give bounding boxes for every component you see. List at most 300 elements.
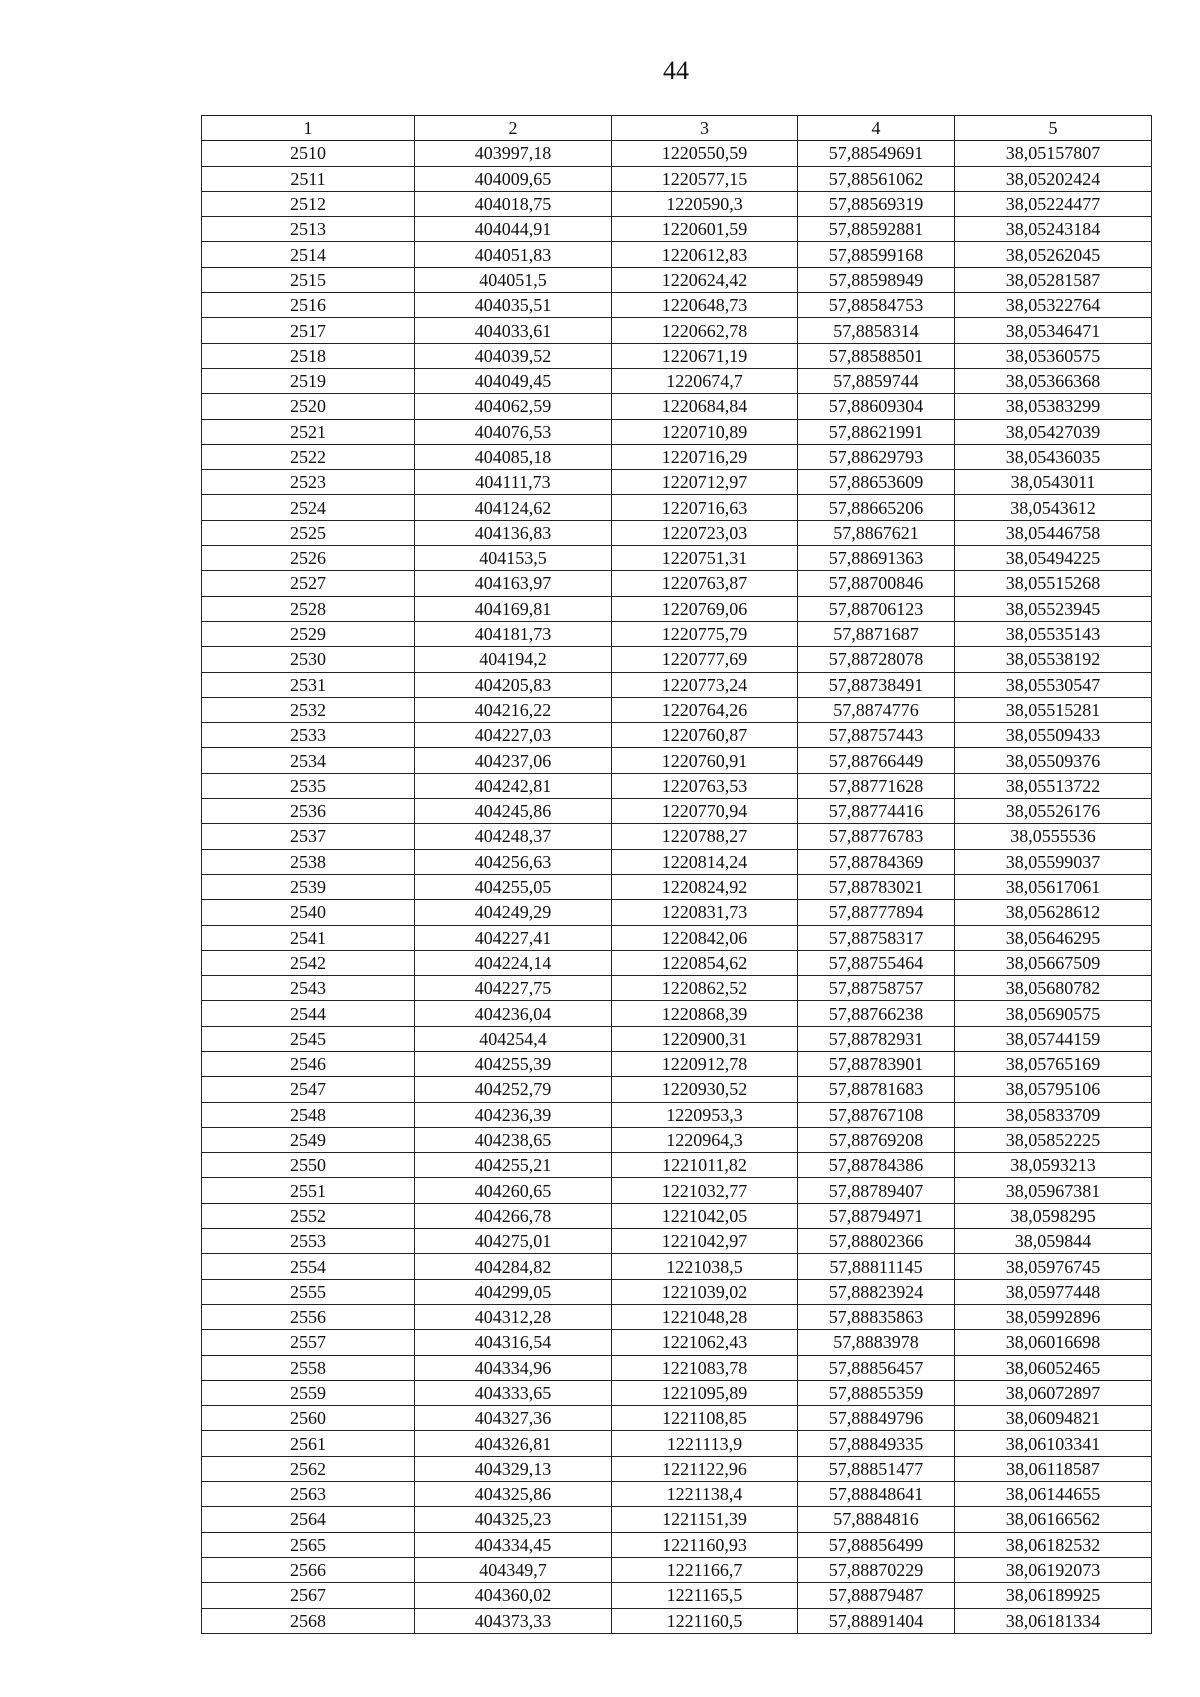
table-cell: 2556 [202,1304,415,1329]
table-cell: 38,05535143 [955,621,1152,646]
table-cell: 38,05765169 [955,1051,1152,1076]
table-cell: 57,88849335 [798,1431,955,1456]
table-cell: 57,88784386 [798,1153,955,1178]
table-cell: 404248,37 [415,824,612,849]
table-cell: 57,8883978 [798,1330,955,1355]
table-cell: 57,88851477 [798,1456,955,1481]
table-cell: 1220763,53 [612,773,798,798]
table-cell: 38,06072897 [955,1380,1152,1405]
table-cell: 2529 [202,621,415,646]
table-row [202,672,1152,697]
table-row [202,1178,1152,1203]
table-cell: 38,0543612 [955,495,1152,520]
table-cell: 2547 [202,1077,415,1102]
table-cell: 404224,14 [415,950,612,975]
table-cell: 38,05262045 [955,242,1152,267]
table-cell: 1221165,5 [612,1583,798,1608]
table-cell: 404252,79 [415,1077,612,1102]
table-cell: 1220862,52 [612,976,798,1001]
table-row [202,1557,1152,1582]
table-cell: 2524 [202,495,415,520]
table-cell: 2559 [202,1380,415,1405]
table-cell: 2528 [202,596,415,621]
table-cell: 38,06144655 [955,1482,1152,1507]
table-row [202,773,1152,798]
table-cell: 2510 [202,141,415,166]
table-row [202,1001,1152,1026]
table-cell: 38,05427039 [955,419,1152,444]
table-cell: 404327,36 [415,1406,612,1431]
table-cell: 38,05967381 [955,1178,1152,1203]
table-row [202,647,1152,672]
table-row [202,368,1152,393]
table-cell: 2520 [202,394,415,419]
table-row [202,1304,1152,1329]
table-row [202,1102,1152,1127]
table-row [202,1507,1152,1532]
table-cell: 404237,06 [415,748,612,773]
table-cell: 38,06094821 [955,1406,1152,1431]
table-row [202,267,1152,292]
table-cell: 38,05617061 [955,874,1152,899]
table-cell: 1220550,59 [612,141,798,166]
table-cell: 404051,5 [415,267,612,292]
table-cell: 404194,2 [415,647,612,672]
table-cell: 38,05690575 [955,1001,1152,1026]
table-cell: 2536 [202,799,415,824]
table-cell: 38,05281587 [955,267,1152,292]
table-cell: 1221113,9 [612,1431,798,1456]
table-cell: 2535 [202,773,415,798]
table-cell: 38,05157807 [955,141,1152,166]
table-cell: 404009,65 [415,166,612,191]
table-cell: 1221122,96 [612,1456,798,1481]
table-cell: 1220662,78 [612,318,798,343]
table-cell: 1220760,91 [612,748,798,773]
table-cell: 1221138,4 [612,1482,798,1507]
table-cell: 404326,81 [415,1431,612,1456]
table-cell: 57,88653609 [798,470,955,495]
table-cell: 1221166,7 [612,1557,798,1582]
table-cell: 57,88870229 [798,1557,955,1582]
table-row [202,1203,1152,1228]
table-body [202,141,1152,1634]
table-row [202,495,1152,520]
table-cell: 38,05446758 [955,520,1152,545]
table-cell: 404076,53 [415,419,612,444]
table-cell: 404236,04 [415,1001,612,1026]
table-cell: 38,05646295 [955,925,1152,950]
table-cell: 2566 [202,1557,415,1582]
table-cell: 404333,65 [415,1380,612,1405]
table-cell: 38,05360575 [955,343,1152,368]
table-cell: 1220712,97 [612,470,798,495]
table-cell: 2553 [202,1229,415,1254]
table-cell: 57,88856499 [798,1532,955,1557]
table-row [202,621,1152,646]
table-cell: 2544 [202,1001,415,1026]
table-cell: 57,88802366 [798,1229,955,1254]
table-cell: 38,05992896 [955,1304,1152,1329]
table-cell: 2541 [202,925,415,950]
table-cell: 57,88855359 [798,1380,955,1405]
table-cell: 1220964,3 [612,1127,798,1152]
table-cell: 1220912,78 [612,1051,798,1076]
table-cell: 1220824,92 [612,874,798,899]
table-row [202,1330,1152,1355]
table-cell: 1220710,89 [612,419,798,444]
table-cell: 404044,91 [415,217,612,242]
table-cell: 38,06103341 [955,1431,1152,1456]
table-row [202,571,1152,596]
table-cell: 1221038,5 [612,1254,798,1279]
table-cell: 2562 [202,1456,415,1481]
table-cell: 1220763,87 [612,571,798,596]
table-row [202,1431,1152,1456]
table-cell: 38,05202424 [955,166,1152,191]
table-cell: 404266,78 [415,1203,612,1228]
table-cell: 38,05346471 [955,318,1152,343]
table-cell: 1221011,82 [612,1153,798,1178]
table-cell: 1220751,31 [612,546,798,571]
table-cell: 2518 [202,343,415,368]
table-cell: 57,88835863 [798,1304,955,1329]
table-row [202,242,1152,267]
table-cell: 38,05852225 [955,1127,1152,1152]
table-cell: 57,88769208 [798,1127,955,1152]
table-row [202,1608,1152,1633]
table-row [202,799,1152,824]
table-cell: 2538 [202,849,415,874]
table-cell: 404245,86 [415,799,612,824]
table-cell: 38,059844 [955,1229,1152,1254]
table-cell: 404062,59 [415,394,612,419]
table-row [202,950,1152,975]
table-cell: 404227,75 [415,976,612,1001]
table-row [202,1406,1152,1431]
table-cell: 404255,05 [415,874,612,899]
table-cell: 1220648,73 [612,293,798,318]
table-row [202,1482,1152,1507]
table-cell: 2561 [202,1431,415,1456]
table-cell: 2517 [202,318,415,343]
table-cell: 1220777,69 [612,647,798,672]
table-cell: 2515 [202,267,415,292]
table-cell: 404284,82 [415,1254,612,1279]
table-cell: 1221083,78 [612,1355,798,1380]
table-cell: 2523 [202,470,415,495]
table-cell: 2564 [202,1507,415,1532]
table-cell: 38,05680782 [955,976,1152,1001]
table-cell: 2527 [202,571,415,596]
table-cell: 404256,63 [415,849,612,874]
table-cell: 2530 [202,647,415,672]
table-cell: 1220671,19 [612,343,798,368]
table-cell: 57,88794971 [798,1203,955,1228]
table-cell: 38,06166562 [955,1507,1152,1532]
table-cell: 1220674,7 [612,368,798,393]
column-header-1: 1 [202,116,415,141]
table-cell: 404136,83 [415,520,612,545]
header-row [202,116,1152,141]
table-cell: 1220770,94 [612,799,798,824]
table-cell: 38,05224477 [955,191,1152,216]
table-cell: 1220590,3 [612,191,798,216]
table-cell: 1221151,39 [612,1507,798,1532]
table-cell: 38,06118587 [955,1456,1152,1481]
table-row [202,824,1152,849]
table-row [202,217,1152,242]
table-cell: 57,88549691 [798,141,955,166]
table-row [202,141,1152,166]
table-cell: 2551 [202,1178,415,1203]
table-cell: 1220868,39 [612,1001,798,1026]
table-cell: 404373,33 [415,1608,612,1633]
table-cell: 38,06016698 [955,1330,1152,1355]
table-row [202,444,1152,469]
table-cell: 2540 [202,900,415,925]
table-cell: 404216,22 [415,697,612,722]
table-row [202,596,1152,621]
table-cell: 404316,54 [415,1330,612,1355]
table-cell: 57,8859744 [798,368,955,393]
table-cell: 1220788,27 [612,824,798,849]
table-cell: 2558 [202,1355,415,1380]
table-row [202,925,1152,950]
table-row [202,900,1152,925]
table-row [202,1153,1152,1178]
table-cell: 404035,51 [415,293,612,318]
table-cell: 57,88758757 [798,976,955,1001]
table-cell: 404325,86 [415,1482,612,1507]
table-cell: 38,05366368 [955,368,1152,393]
table-cell: 404205,83 [415,672,612,697]
table-cell: 404051,83 [415,242,612,267]
table-cell: 38,05494225 [955,546,1152,571]
table-cell: 404039,52 [415,343,612,368]
table-cell: 1221062,43 [612,1330,798,1355]
table-cell: 57,88755464 [798,950,955,975]
table-cell: 1220953,3 [612,1102,798,1127]
table-cell: 403997,18 [415,141,612,166]
table-cell: 57,88781683 [798,1077,955,1102]
table-cell: 38,05523945 [955,596,1152,621]
table-cell: 404255,21 [415,1153,612,1178]
table-cell: 1220760,87 [612,723,798,748]
table-cell: 404085,18 [415,444,612,469]
table-cell: 2548 [202,1102,415,1127]
page-number: 44 [663,56,689,85]
table-cell: 57,88569319 [798,191,955,216]
table-row [202,470,1152,495]
table-cell: 404260,65 [415,1178,612,1203]
table-cell: 57,88771628 [798,773,955,798]
table-cell: 2513 [202,217,415,242]
table-row [202,1355,1152,1380]
table-cell: 57,88783901 [798,1051,955,1076]
table-cell: 1221048,28 [612,1304,798,1329]
table-cell: 2554 [202,1254,415,1279]
table-cell: 1220769,06 [612,596,798,621]
table-cell: 57,88758317 [798,925,955,950]
table-cell: 2516 [202,293,415,318]
table-cell: 57,88811145 [798,1254,955,1279]
table-cell: 38,05977448 [955,1279,1152,1304]
table-cell: 404111,73 [415,470,612,495]
table-row [202,1127,1152,1152]
column-header-4: 4 [798,116,955,141]
table-row [202,1456,1152,1481]
table-cell: 1220624,42 [612,267,798,292]
table-cell: 404255,39 [415,1051,612,1076]
column-header-5: 5 [955,116,1152,141]
coordinates-table [201,115,1152,1634]
table-cell: 57,88706123 [798,596,955,621]
table-cell: 57,8858314 [798,318,955,343]
table-cell: 57,88592881 [798,217,955,242]
table-cell: 2511 [202,166,415,191]
table-cell: 38,05526176 [955,799,1152,824]
table-cell: 404325,23 [415,1507,612,1532]
table-cell: 404360,02 [415,1583,612,1608]
table-cell: 2526 [202,546,415,571]
table-cell: 57,88561062 [798,166,955,191]
table-row [202,343,1152,368]
table-cell: 38,0593213 [955,1153,1152,1178]
table-cell: 2557 [202,1330,415,1355]
table-cell: 38,05515268 [955,571,1152,596]
table-cell: 404329,13 [415,1456,612,1481]
table-row [202,394,1152,419]
table-cell: 2533 [202,723,415,748]
table-cell: 1220764,26 [612,697,798,722]
table-cell: 404227,03 [415,723,612,748]
table-cell: 1220716,29 [612,444,798,469]
table-cell: 404334,45 [415,1532,612,1557]
table-cell: 57,88848641 [798,1482,955,1507]
table-cell: 1221108,85 [612,1406,798,1431]
table-row [202,318,1152,343]
table-cell: 1220842,06 [612,925,798,950]
table-cell: 57,88774416 [798,799,955,824]
table-cell: 57,88782931 [798,1026,955,1051]
table-cell: 38,05833709 [955,1102,1152,1127]
table-cell: 404236,39 [415,1102,612,1127]
table-cell: 38,05667509 [955,950,1152,975]
table-cell: 404169,81 [415,596,612,621]
table-row [202,1026,1152,1051]
table-cell: 38,05744159 [955,1026,1152,1051]
table-cell: 1220716,63 [612,495,798,520]
table-cell: 1220814,24 [612,849,798,874]
table-cell: 38,05795106 [955,1077,1152,1102]
table-cell: 38,05436035 [955,444,1152,469]
table-cell: 38,05322764 [955,293,1152,318]
table-cell: 404275,01 [415,1229,612,1254]
table-row [202,976,1152,1001]
table-cell: 2521 [202,419,415,444]
table-header [202,116,1152,141]
table-row [202,1380,1152,1405]
table-row [202,723,1152,748]
table-cell: 404238,65 [415,1127,612,1152]
table-row [202,1583,1152,1608]
table-cell: 2512 [202,191,415,216]
table-cell: 1220831,73 [612,900,798,925]
table-cell: 1220930,52 [612,1077,798,1102]
table-cell: 2525 [202,520,415,545]
table-cell: 2568 [202,1608,415,1633]
table-cell: 404124,62 [415,495,612,520]
table-cell: 57,88766238 [798,1001,955,1026]
table-cell: 2555 [202,1279,415,1304]
table-cell: 1220775,79 [612,621,798,646]
table-row [202,546,1152,571]
table-row [202,1051,1152,1076]
table-cell: 38,06192073 [955,1557,1152,1582]
table-cell: 38,06182532 [955,1532,1152,1557]
table-cell: 57,8867621 [798,520,955,545]
table-cell: 57,88700846 [798,571,955,596]
table-cell: 1221042,97 [612,1229,798,1254]
table-cell: 57,88766449 [798,748,955,773]
table-cell: 2552 [202,1203,415,1228]
table-cell: 1220684,84 [612,394,798,419]
table-cell: 1220612,83 [612,242,798,267]
table-cell: 404181,73 [415,621,612,646]
table-cell: 57,8874776 [798,697,955,722]
table-cell: 38,0543011 [955,470,1152,495]
table-cell: 404049,45 [415,368,612,393]
table-cell: 38,05509376 [955,748,1152,773]
table-cell: 1220854,62 [612,950,798,975]
table-cell: 38,06189925 [955,1583,1152,1608]
table-cell: 38,0598295 [955,1203,1152,1228]
table-cell: 1221160,5 [612,1608,798,1633]
table-cell: 57,88777894 [798,900,955,925]
table-cell: 38,05530547 [955,672,1152,697]
table-cell: 57,88767108 [798,1102,955,1127]
table-cell: 38,05513722 [955,773,1152,798]
table-cell: 404299,05 [415,1279,612,1304]
table-cell: 57,88823924 [798,1279,955,1304]
table-cell: 2546 [202,1051,415,1076]
table-cell: 404163,97 [415,571,612,596]
table-cell: 57,88784369 [798,849,955,874]
table-cell: 404018,75 [415,191,612,216]
table-cell: 2539 [202,874,415,899]
table-cell: 1221160,93 [612,1532,798,1557]
table-cell: 2532 [202,697,415,722]
table-cell: 38,06052465 [955,1355,1152,1380]
table-cell: 1221095,89 [612,1380,798,1405]
table-cell: 2545 [202,1026,415,1051]
table-cell: 1220723,03 [612,520,798,545]
table-cell: 38,05383299 [955,394,1152,419]
table-row [202,166,1152,191]
table-cell: 38,06181334 [955,1608,1152,1633]
table-cell: 404242,81 [415,773,612,798]
table-cell: 57,88879487 [798,1583,955,1608]
table-cell: 38,05509433 [955,723,1152,748]
table-cell: 2537 [202,824,415,849]
table-cell: 57,88783021 [798,874,955,899]
table-cell: 57,88738491 [798,672,955,697]
table-cell: 2514 [202,242,415,267]
table-row [202,849,1152,874]
table-cell: 2534 [202,748,415,773]
table-cell: 57,88856457 [798,1355,955,1380]
